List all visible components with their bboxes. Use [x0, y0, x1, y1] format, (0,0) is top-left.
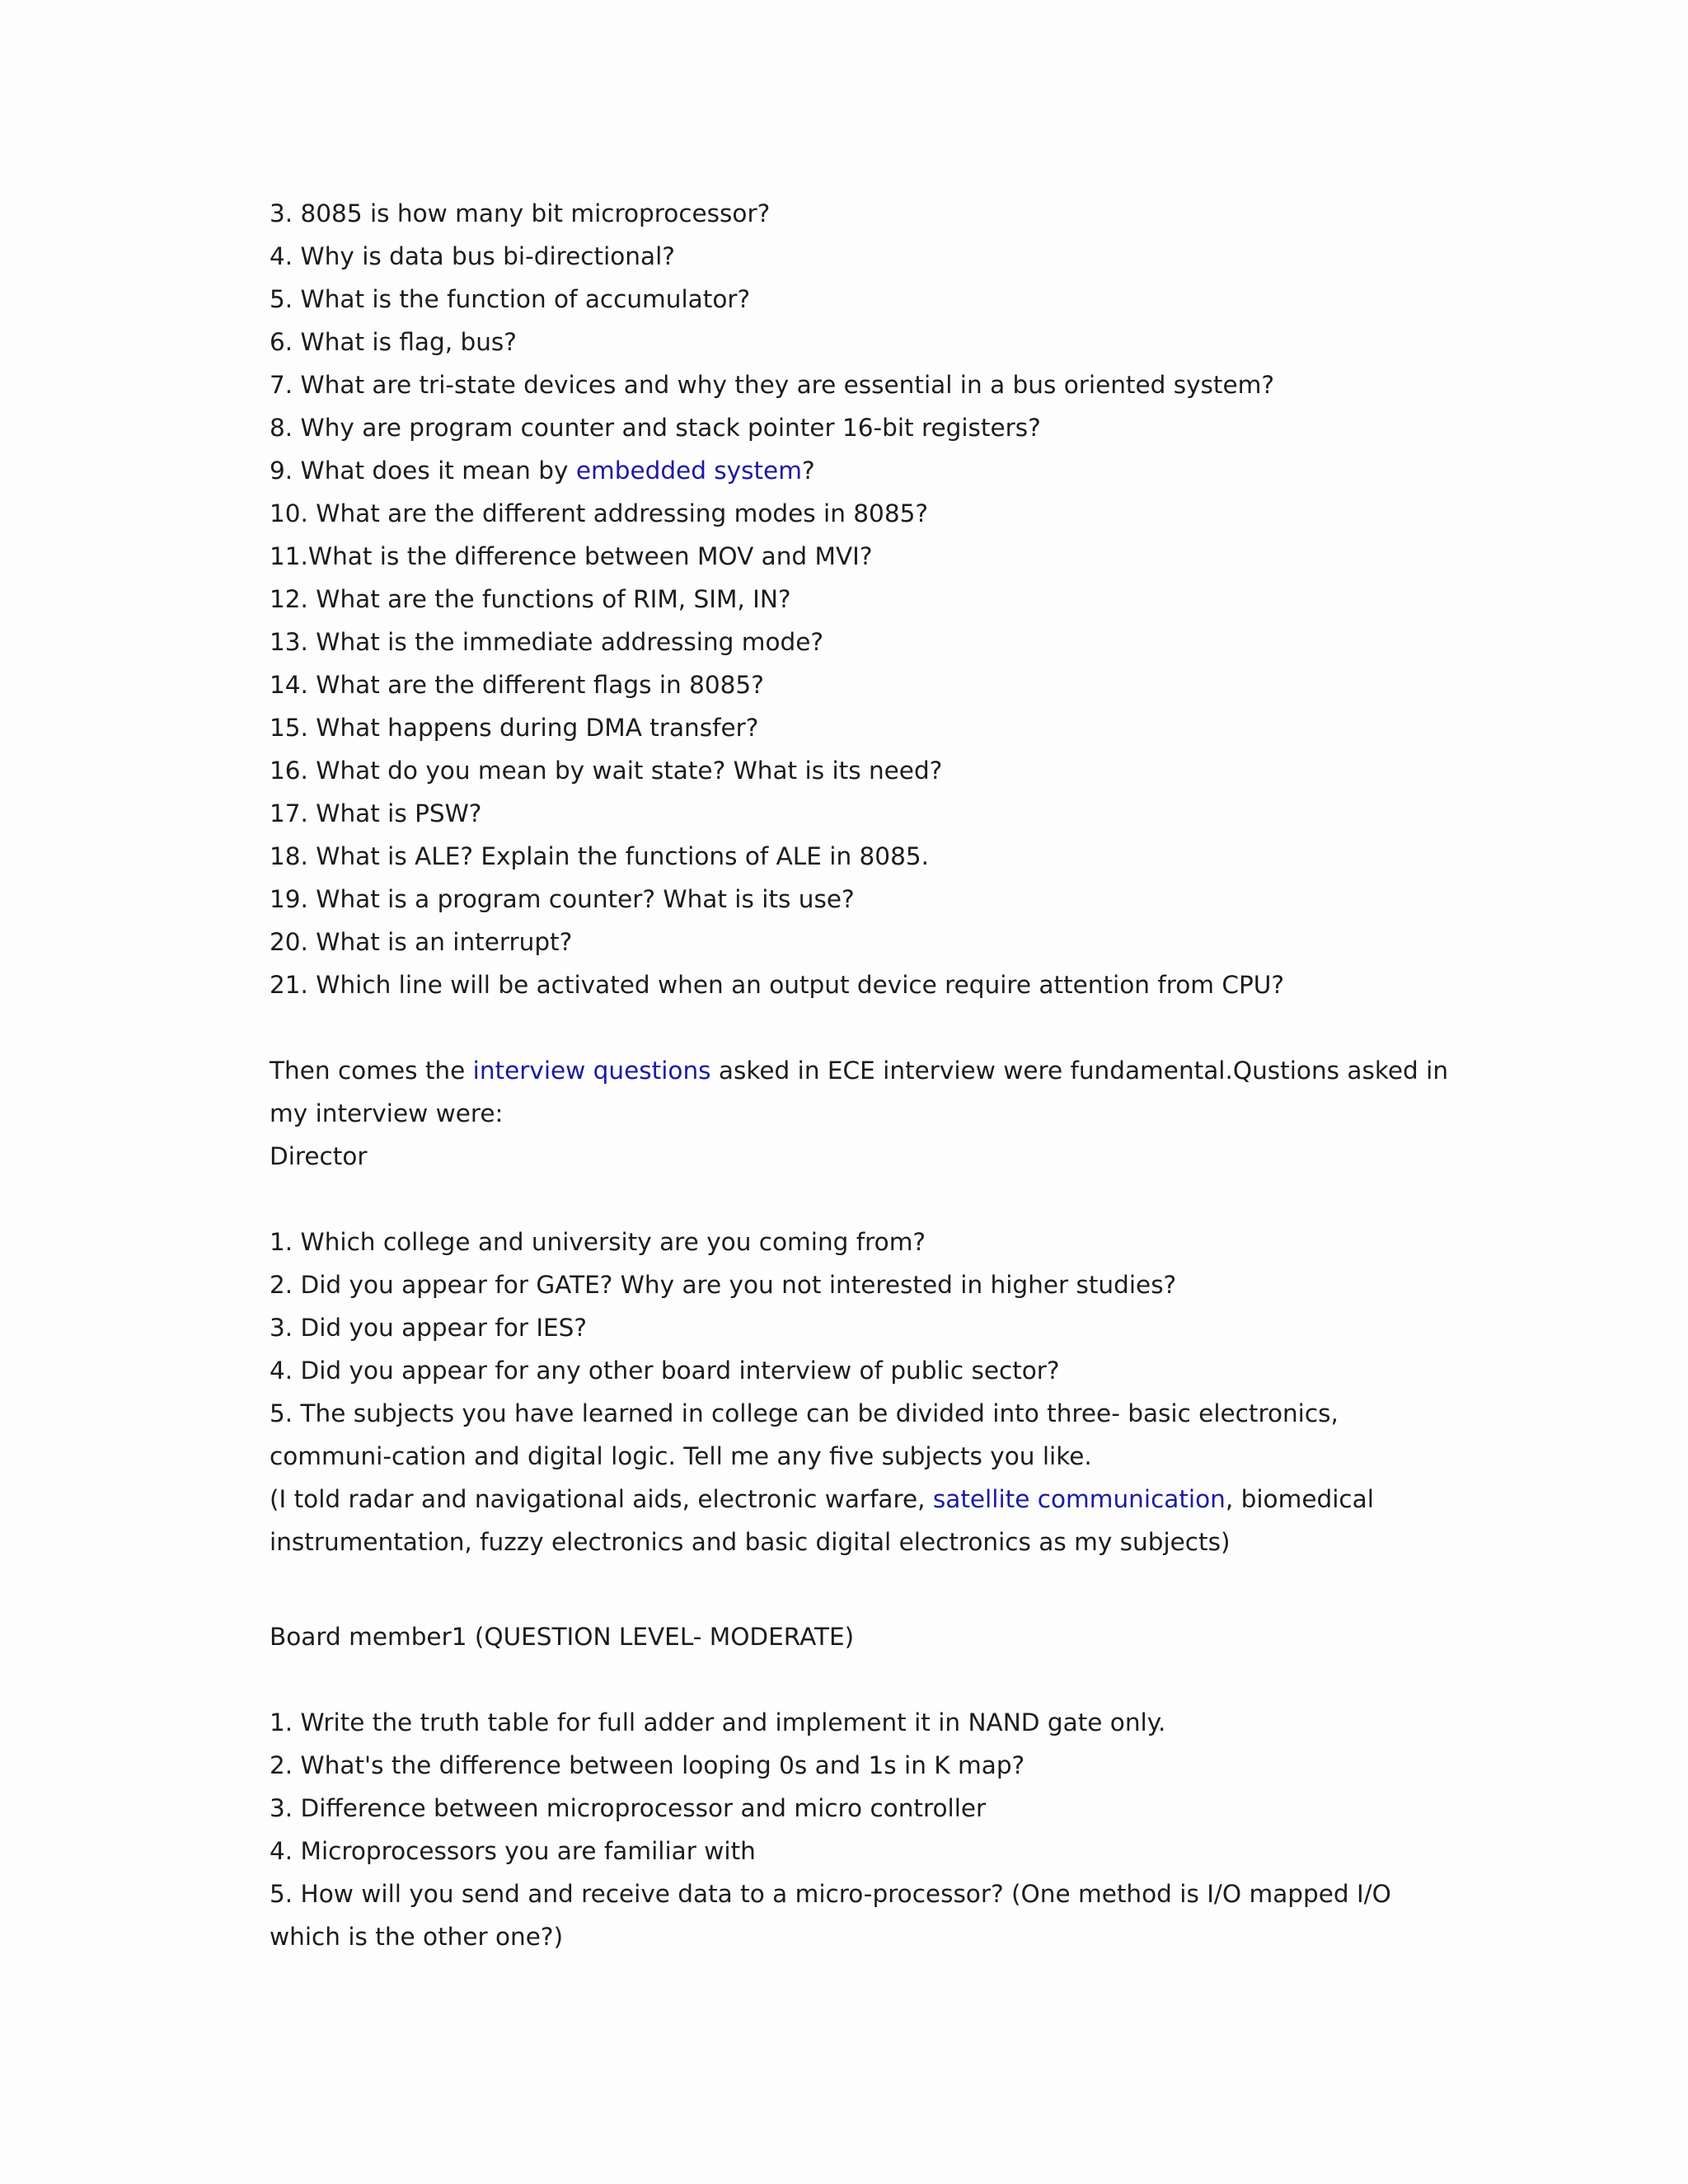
section-heading-board-member1: Board member1 (QUESTION LEVEL- MODERATE): [270, 1623, 855, 1651]
intro-paragraph-line: my interview were:: [270, 1099, 504, 1127]
list-item: 2. What's the difference between looping 0s and 1s in K map?: [270, 1751, 1025, 1779]
list-item: communi-cation and digital logic. Tell me any five subjects you like.: [270, 1442, 1092, 1470]
list-item: 4. Microprocessors you are familiar with: [270, 1837, 756, 1865]
answer-text: (I told radar and navigational aids, electronic warfare,: [270, 1485, 933, 1513]
list-item: 11.What is the difference between MOV and MVI?: [270, 542, 873, 570]
spacer: [270, 1178, 1440, 1221]
list-item: 6. What is flag, bus?: [270, 328, 517, 356]
list-item: 20. What is an interrupt?: [270, 928, 573, 956]
spacer: [270, 1006, 1440, 1049]
intro-paragraph-line: [270, 1049, 1449, 1092]
list-item: 21. Which line will be activated when an output device require attention from CPU?: [270, 971, 1285, 999]
list-item: 19. What is a program counter? What is its use?: [270, 885, 855, 913]
embedded-system-link[interactable]: embedded system: [575, 457, 802, 485]
list-item: 4. Why is data bus bi-directional?: [270, 242, 675, 270]
list-item: 16. What do you mean by wait state? What is its need?: [270, 757, 943, 785]
list-item: which is the other one?): [270, 1923, 564, 1951]
list-item: 3. Difference between microprocessor and micro controller: [270, 1794, 987, 1822]
list-item: 2. Did you appear for GATE? Why are you not interested in higher studies?: [270, 1271, 1177, 1299]
list-item: 5. How will you send and receive data to a micro-processor? (One method is I/O mapped I/O: [270, 1880, 1391, 1908]
spacer: [270, 1658, 1440, 1701]
list-item: 8. Why are program counter and stack pointer 16-bit registers?: [270, 414, 1041, 442]
list-item: 10. What are the different addressing modes in 8085?: [270, 499, 929, 527]
list-item: 4. Did you appear for any other board interview of public sector?: [270, 1357, 1060, 1385]
list-item: [270, 449, 1440, 492]
question-text: ?: [801, 457, 815, 485]
list-item: 3. 8085 is how many bit microprocessor?: [270, 199, 771, 227]
answer-line: instrumentation, fuzzy electronics and basic digital electronics as my subjects): [270, 1528, 1231, 1556]
list-item: 18. What is ALE? Explain the functions of ALE in 8085.: [270, 842, 929, 870]
list-item: 1. Which college and university are you coming from?: [270, 1228, 926, 1256]
answer-text: , biomedical: [1225, 1485, 1374, 1513]
list-item: 7. What are tri-state devices and why they are essential in a bus oriented system?: [270, 371, 1275, 399]
list-item: 15. What happens during DMA transfer?: [270, 714, 759, 742]
list-item: 14. What are the different flags in 8085?: [270, 671, 764, 699]
list-item: 13. What is the immediate addressing mode?: [270, 628, 824, 656]
interview-questions-link[interactable]: interview questions: [472, 1057, 711, 1085]
list-item: 17. What is PSW?: [270, 799, 482, 827]
spacer: [270, 1563, 1440, 1615]
question-text: 9. What does it mean by: [270, 457, 576, 485]
intro-text: Then comes the: [270, 1057, 473, 1085]
list-item: 3. Did you appear for IES?: [270, 1314, 588, 1342]
document-page: [270, 192, 1449, 1958]
list-item: 12. What are the functions of RIM, SIM, IN?: [270, 585, 791, 613]
satellite-communication-link[interactable]: satellite communication: [932, 1485, 1226, 1513]
section-heading-director: Director: [270, 1142, 368, 1170]
intro-text: asked in ECE interview were fundamental.Qustions asked in: [710, 1057, 1449, 1085]
list-item: 1. Write the truth table for full adder and implement it in NAND gate only.: [270, 1708, 1166, 1736]
list-item: 5. The subjects you have learned in college can be divided into three- basic electronics,: [270, 1399, 1339, 1427]
answer-line: [270, 1478, 1440, 1521]
list-item: 5. What is the function of accumulator?: [270, 285, 751, 313]
